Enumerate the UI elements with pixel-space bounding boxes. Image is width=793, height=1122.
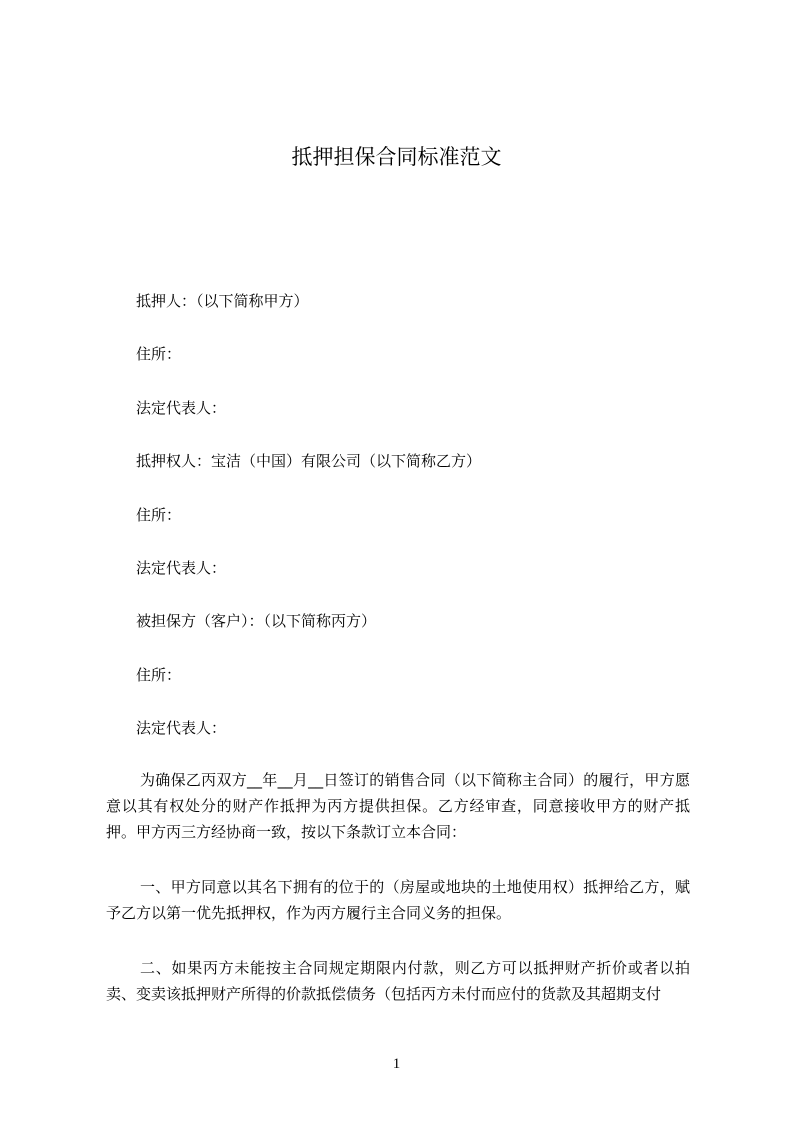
document-title: 抵押担保合同标准范文 (291, 145, 502, 169)
mortgagor-field: 抵押人：（以下简称甲方） (136, 292, 309, 310)
page-number: 1 (392, 1056, 401, 1072)
mortgagee-address-field: 住所： (136, 506, 182, 524)
clause-2-paragraph: 二、如果丙方未能按主合同规定期限内付款，则乙方可以抵押财产折价或者以拍卖、变卖该抵押财产所得的价款抵偿债务（包括丙方未付而应付的货款及其超期支付 (106, 959, 690, 1003)
guaranteed-party-address-field: 住所： (136, 666, 182, 684)
mortgagor-address-field: 住所： (136, 345, 182, 363)
guaranteed-party-representative-field: 法定代表人： (136, 719, 227, 737)
mortgagee-field: 抵押权人：宝洁（中国）有限公司（以下简称乙方） (136, 452, 482, 470)
preamble-paragraph: 为确保乙丙双方__年__月__日签订的销售合同（以下简称主合同）的履行，甲方愿意以其有权处分的财产作抵押为丙方提供担保。乙方经审查，同意接收甲方的财产抵押。甲方丙三方经协商一致，按以下条款订立本合同： (106, 771, 690, 841)
clause-1-paragraph: 一、甲方同意以其名下拥有的位于的（房屋或地块的土地使用权）抵押给乙方，赋予乙方以第一优先抵押权，作为丙方履行主合同义务的担保。 (106, 878, 690, 922)
mortgagee-representative-field: 法定代表人： (136, 559, 227, 577)
mortgagor-representative-field: 法定代表人： (136, 399, 227, 417)
guaranteed-party-field: 被担保方（客户）：（以下简称丙方） (136, 612, 377, 630)
